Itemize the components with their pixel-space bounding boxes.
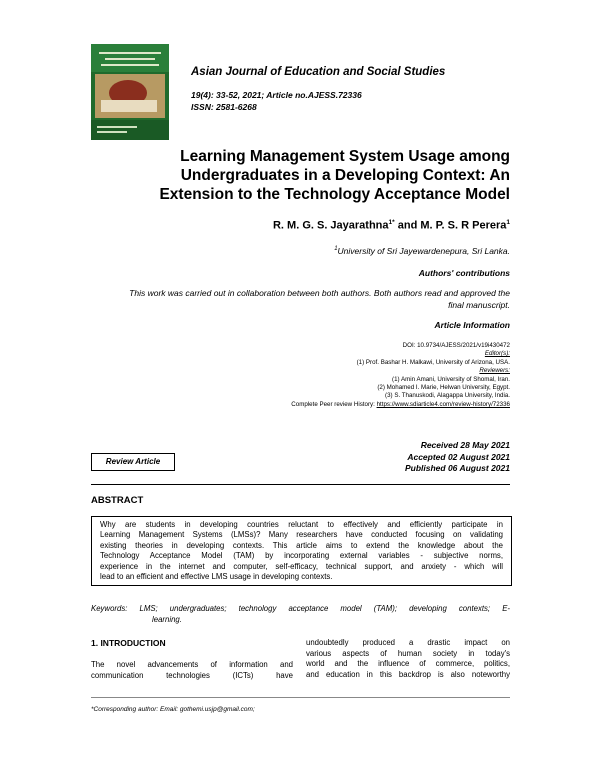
- journal-cover-image: [91, 44, 169, 140]
- introduction-left-column: [91, 660, 293, 681]
- publication-dates: [405, 440, 510, 475]
- journal-name: Asian Journal of Education and Social Studies: [191, 66, 446, 78]
- body-line: undoubtedly produced a drastic impact on: [306, 638, 510, 647]
- abstract-line: experience in the internet and computer, self-efficacy, technical support, and anxiety - which will: [100, 561, 503, 571]
- paper-title: [90, 147, 510, 204]
- reviewers-label: Reviewers:: [479, 367, 510, 375]
- editors-label: Editor(s):: [484, 350, 510, 358]
- authors: [273, 219, 510, 232]
- affiliation: [334, 246, 510, 256]
- divider: [91, 484, 510, 485]
- journal-issn: ISSN: 2581-6268: [191, 102, 257, 112]
- affiliation-superscript: 1: [334, 246, 338, 253]
- author-superscript: 1*: [388, 219, 395, 226]
- journal-volume: 19(4): 33-52, 2021; Article no.AJESS.72336: [191, 90, 362, 100]
- corresponding-author-footnote: *Corresponding author: Email: gothemi.usjp@gmail.com;: [91, 706, 255, 713]
- date-received: Received 28 May 2021: [420, 440, 510, 450]
- reviewer-entry: (3) S. Thanuskodi, Alagappa University, India.: [385, 392, 510, 400]
- abstract-line: lead to an efficient and effective LMS usage in developing contexts.: [100, 572, 333, 582]
- body-line: and education in this backdrop is also noteworthy: [306, 669, 510, 679]
- abstract-line: Why are students in developing countries reluctant to effectively and efficiently participate in: [100, 520, 503, 529]
- date-published: Published 06 August 2021: [404, 463, 510, 473]
- article-information: [90, 342, 510, 409]
- authors-contributions-text: [85, 287, 510, 311]
- paper-title-line: Undergraduates in a Developing Context: An: [180, 167, 510, 184]
- keywords-line: learning.: [152, 614, 182, 624]
- abstract-heading: ABSTRACT: [91, 495, 144, 506]
- peer-review-history-label: Complete Peer review History:: [291, 400, 377, 408]
- author-superscript: 1: [506, 219, 510, 226]
- author-conjunction: and: [394, 219, 421, 232]
- affiliation-text: University of Sri Jayewardenepura, Sri Lanka.: [337, 246, 510, 256]
- abstract-line: Technology Acceptance Model (TAM) by incorporating external variables - subjective norms,: [100, 551, 503, 561]
- paper-title-line: Extension to the Technology Acceptance Model: [159, 186, 510, 203]
- body-line: communication technologies (ICTs) have: [91, 670, 293, 680]
- author-name: M. P. S. R Perera: [420, 219, 507, 232]
- editor-entry: (1) Prof. Bashar H. Malkawi, University of Arizona, USA.: [356, 358, 510, 366]
- abstract-box: [91, 516, 512, 586]
- article-type-badge: Review Article: [91, 453, 175, 471]
- body-line: world and the influence of commerce, politics,: [306, 659, 510, 669]
- keywords: [91, 604, 510, 625]
- body-line: The novel advancements of information and: [91, 660, 293, 669]
- keywords-line: Keywords: LMS; undergraduates; technology acceptance model (TAM); developing contexts; E-: [91, 604, 510, 613]
- body-line: various aspects of human society in today's: [306, 648, 510, 658]
- authors-contributions-heading: Authors' contributions: [418, 268, 510, 278]
- author-name: R. M. G. S. Jayarathna: [272, 219, 389, 232]
- doi: DOI: 10.9734/AJESS/2021/v19i430472: [402, 342, 510, 349]
- article-information-heading: Article Information: [434, 320, 510, 330]
- abstract-line: Learning Management Systems (LMSs)? Many researchers have conducted focusing on validating: [100, 530, 503, 540]
- reviewer-entry: (1) Amin Amani, University of Shomal, Iran.: [392, 375, 510, 383]
- introduction-right-column: [306, 638, 510, 680]
- contributions-line: This work was carried out in collaboration between both authors. Both authors read and approved the: [129, 288, 510, 298]
- contributions-line: final manuscript.: [448, 300, 510, 310]
- reviewer-entry: (2) Mohamed I. Marie, Helwan University, Egypt.: [377, 384, 510, 392]
- section-heading-introduction: 1. INTRODUCTION: [91, 638, 166, 648]
- paper-title-line: Learning Management System Usage among: [180, 148, 510, 165]
- abstract-line: existing theories in developing contexts. This article aims to extend the knowledge about the: [100, 540, 503, 550]
- footnote-divider: [91, 697, 510, 698]
- date-accepted: Accepted 02 August 2021: [407, 451, 510, 462]
- peer-review-history-link[interactable]: https://www.sdiarticle4.com/review-history/72336: [376, 400, 510, 408]
